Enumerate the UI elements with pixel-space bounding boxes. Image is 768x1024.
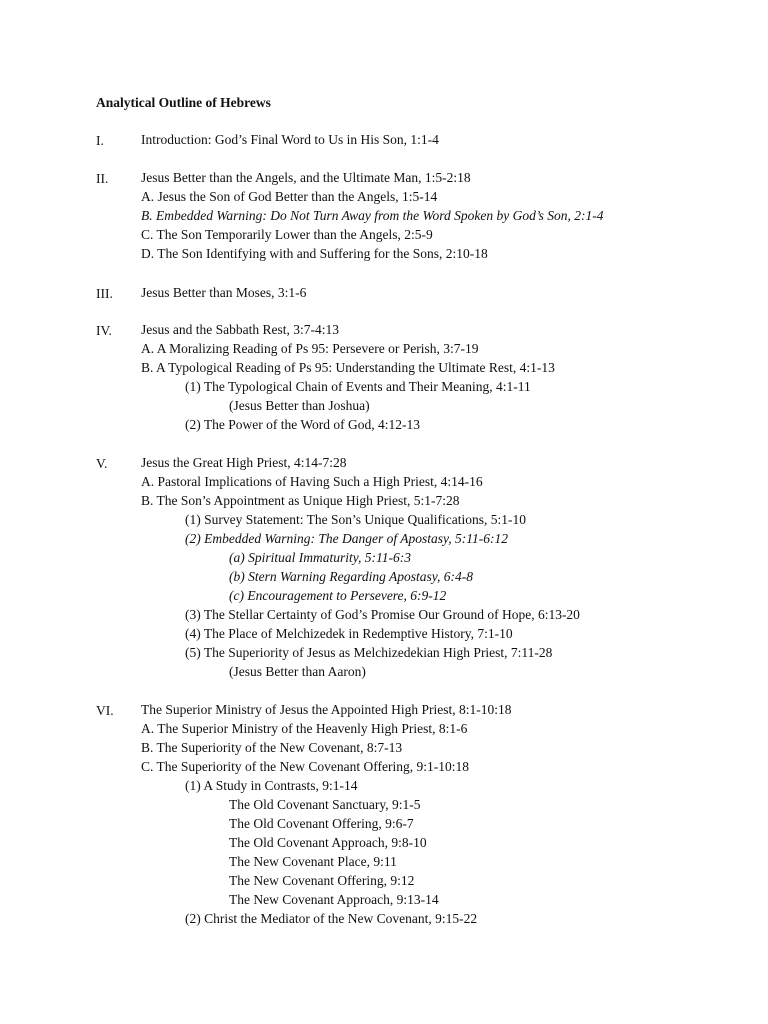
outline-line: (2) The Power of the Word of God, 4:12-13 [185,417,420,432]
outline-line: A. A Moralizing Reading of Ps 95: Persevere or Perish, 3:7-19 [141,341,479,356]
section-number: V. [96,456,108,471]
outline-line: (b) Stern Warning Regarding Apostasy, 6:4-8 [229,569,473,584]
outline-line: The New Covenant Offering, 9:12 [229,873,415,888]
outline-line: A. Jesus the Son of God Better than the Angels, 1:5-14 [141,189,438,204]
outline-line: B. The Son’s Appointment as Unique High Priest, 5:1-7:28 [141,493,460,508]
outline-line: (4) The Place of Melchizedek in Redemptive History, 7:1-10 [185,626,513,641]
outline-line: The Superior Ministry of Jesus the Appointed High Priest, 8:1-10:18 [141,702,512,717]
outline-line: (Jesus Better than Joshua) [229,398,370,413]
outline-line: C. The Son Temporarily Lower than the Angels, 2:5-9 [141,227,433,242]
outline-line: A. The Superior Ministry of the Heavenly High Priest, 8:1-6 [141,721,468,736]
outline-line: (1) Survey Statement: The Son’s Unique Qualifications, 5:1-10 [185,512,526,527]
section-number: I. [96,133,104,148]
outline-line: The Old Covenant Offering, 9:6-7 [229,816,414,831]
outline-line: B. A Typological Reading of Ps 95: Understanding the Ultimate Rest, 4:1-13 [141,360,555,375]
outline-line: (1) A Study in Contrasts, 9:1-14 [185,778,358,793]
outline-line: Jesus the Great High Priest, 4:14-7:28 [141,455,347,470]
outline-line: (Jesus Better than Aaron) [229,664,366,679]
section-number: IV. [96,323,112,338]
outline-line: Jesus and the Sabbath Rest, 3:7-4:13 [141,322,339,337]
outline-line: (2) Embedded Warning: The Danger of Apostasy, 5:11-6:12 [185,531,508,546]
outline-line: (1) The Typological Chain of Events and Their Meaning, 4:1-11 [185,379,531,394]
outline-line: The New Covenant Place, 9:11 [229,854,397,869]
section-number: VI. [96,703,114,718]
outline-line: The New Covenant Approach, 9:13-14 [229,892,439,907]
outline-line: (2) Christ the Mediator of the New Covenant, 9:15-22 [185,911,478,926]
section-number: III. [96,286,113,301]
outline-line: C. The Superiority of the New Covenant Offering, 9:1-10:18 [141,759,469,774]
outline-line: (5) The Superiority of Jesus as Melchizedekian High Priest, 7:11-28 [185,645,553,660]
document-title: Analytical Outline of Hebrews [96,95,271,110]
outline-line: Jesus Better than Moses, 3:1-6 [141,285,307,300]
outline-line: The Old Covenant Approach, 9:8-10 [229,835,427,850]
outline-line: Jesus Better than the Angels, and the Ultimate Man, 1:5-2:18 [141,170,471,185]
outline-line: The Old Covenant Sanctuary, 9:1-5 [229,797,421,812]
outline-line: B. The Superiority of the New Covenant, 8:7-13 [141,740,403,755]
section-number: II. [96,171,109,186]
outline-line: D. The Son Identifying with and Suffering for the Sons, 2:10-18 [141,246,488,261]
outline-line: (a) Spiritual Immaturity, 5:11-6:3 [229,550,411,565]
outline-line: A. Pastoral Implications of Having Such a High Priest, 4:14-16 [141,474,483,489]
outline-line: (c) Encouragement to Persevere, 6:9-12 [229,588,447,603]
outline-line: (3) The Stellar Certainty of God’s Promise Our Ground of Hope, 6:13-20 [185,607,580,622]
outline-line: Introduction: God’s Final Word to Us in His Son, 1:1-4 [141,132,439,147]
outline-line: B. Embedded Warning: Do Not Turn Away from the Word Spoken by God’s Son, 2:1-4 [141,208,604,223]
